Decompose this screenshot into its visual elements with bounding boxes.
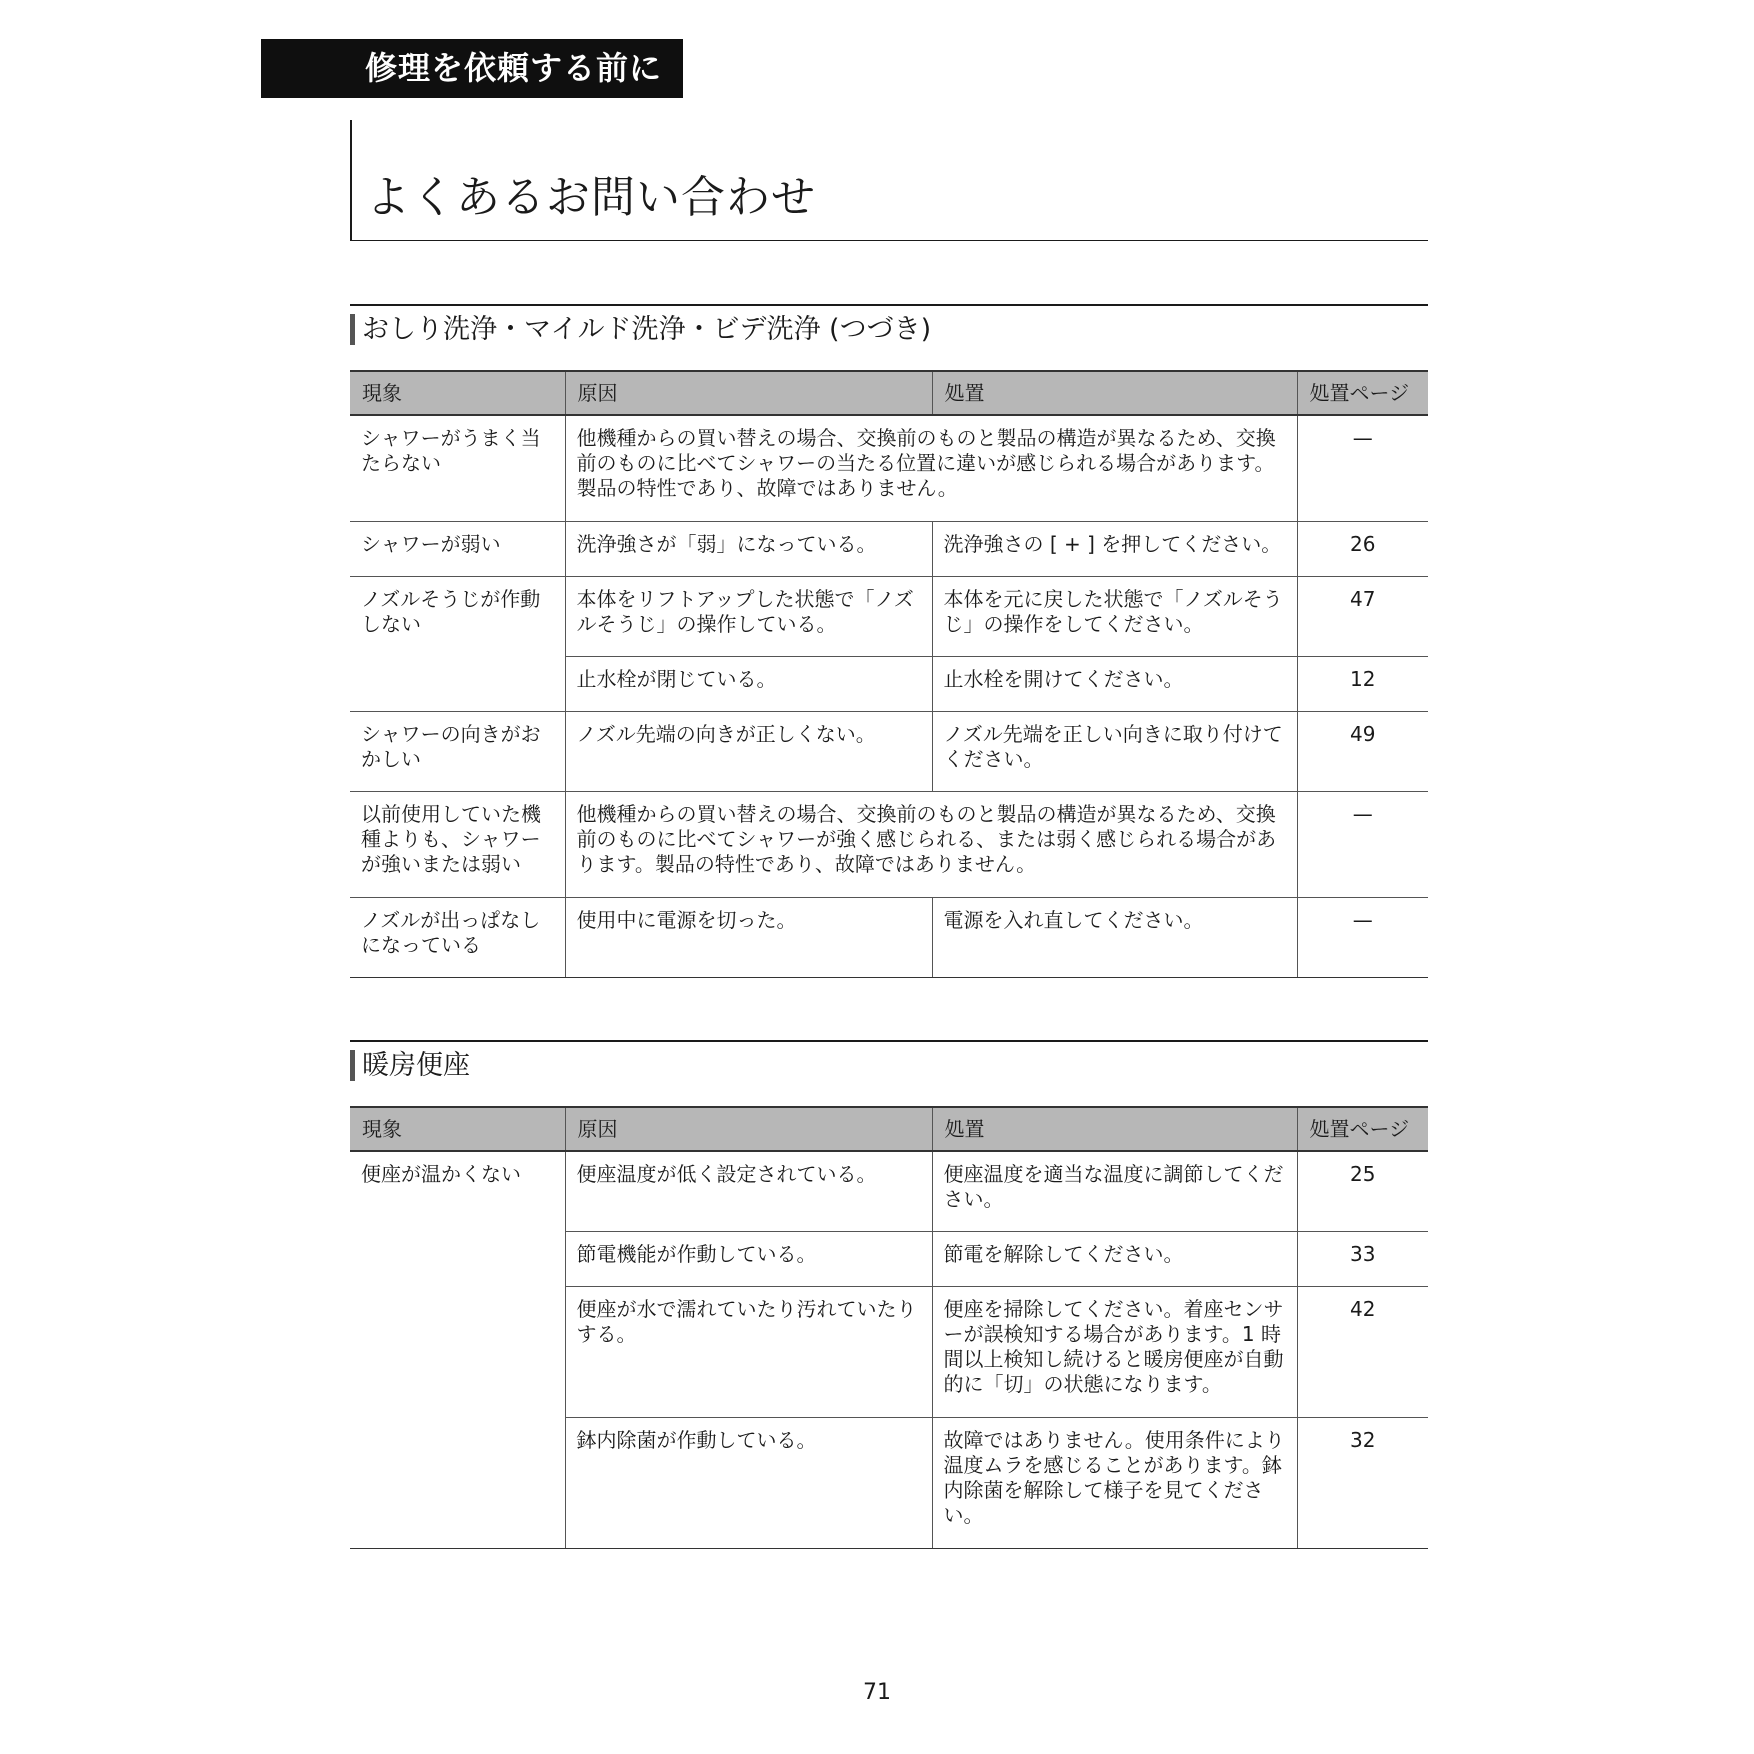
cell-phenomenon: シャワーがうまく当たらない xyxy=(350,415,565,521)
chapter-header-label: 修理を依頼する前に xyxy=(365,49,663,87)
cell-page: 12 xyxy=(1297,656,1428,711)
cell-cause: 他機種からの買い替えの場合、交換前のものと製品の構造が異なるため、交換前のものに比べてシャワーの当たる位置に違いが感じられる場合があります。製品の特性であり、故障ではありません。 xyxy=(565,415,1297,521)
cell-cause: 便座が水で濡れていたり汚れていたりする。 xyxy=(565,1286,932,1417)
cell-remedy: 便座を掃除してください。着座センサーが誤検知する場合があります。1 時間以上検知し続けると暖房便座が自動的に「切」の状態になります。 xyxy=(932,1286,1297,1417)
faq-table-heated-seat xyxy=(350,1106,1428,1549)
cell-cause: 他機種からの買い替えの場合、交換前のものと製品の構造が異なるため、交換前のものに比べてシャワーが強く感じられる、または弱く感じられる場合があります。製品の特性であり、故障ではありません。 xyxy=(565,791,1297,897)
cell-remedy: 電源を入れ直してください。 xyxy=(932,897,1297,977)
cell-cause: 便座温度が低く設定されている。 xyxy=(565,1151,932,1231)
table-row xyxy=(350,576,1428,656)
cell-page: 25 xyxy=(1297,1151,1428,1231)
page-title-block xyxy=(350,120,1428,241)
cell-phenomenon: シャワーが弱い xyxy=(350,521,565,576)
section-title: 暖房便座 xyxy=(362,1050,470,1081)
header-cause: 原因 xyxy=(565,1107,932,1151)
header-remedy: 処置 xyxy=(932,371,1297,415)
header-cause: 原因 xyxy=(565,371,932,415)
cell-page: — xyxy=(1297,415,1428,521)
cell-page: — xyxy=(1297,897,1428,977)
section-title: おしり洗浄・マイルド洗浄・ビデ洗浄 (つづき) xyxy=(362,314,932,345)
page-title: よくあるお問い合わせ xyxy=(366,172,816,223)
cell-phenomenon: 便座が温かくない xyxy=(350,1151,565,1548)
cell-remedy: 洗浄強さの [ + ] を押してください。 xyxy=(932,521,1297,576)
table-row xyxy=(350,711,1428,791)
section-heading-washing xyxy=(350,304,1428,354)
cell-phenomenon: ノズルが出っぱなしになっている xyxy=(350,897,565,977)
cell-remedy: 本体を元に戻した状態で「ノズルそうじ」の操作をしてください。 xyxy=(932,576,1297,656)
cell-page: 32 xyxy=(1297,1417,1428,1548)
cell-cause: 鉢内除菌が作動している。 xyxy=(565,1417,932,1548)
cell-phenomenon: 以前使用していた機種よりも、シャワーが強いまたは弱い xyxy=(350,791,565,897)
table-row xyxy=(350,1151,1428,1231)
cell-cause: ノズル先端の向きが正しくない。 xyxy=(565,711,932,791)
table-row xyxy=(350,897,1428,977)
page-number: 71 xyxy=(863,1680,891,1705)
cell-phenomenon: シャワーの向きがおかしい xyxy=(350,711,565,791)
cell-remedy: 便座温度を適当な温度に調節してください。 xyxy=(932,1151,1297,1231)
cell-page: — xyxy=(1297,791,1428,897)
cell-page: 42 xyxy=(1297,1286,1428,1417)
header-page: 処置ページ xyxy=(1297,371,1428,415)
cell-cause: 止水栓が閉じている。 xyxy=(565,656,932,711)
cell-remedy: 節電を解除してください。 xyxy=(932,1231,1297,1286)
header-page: 処置ページ xyxy=(1297,1107,1428,1151)
cell-page: 26 xyxy=(1297,521,1428,576)
table-row xyxy=(350,415,1428,521)
header-phenomenon: 現象 xyxy=(350,1107,565,1151)
table-header-row xyxy=(350,1107,1428,1151)
header-remedy: 処置 xyxy=(932,1107,1297,1151)
section-marker xyxy=(350,1050,355,1081)
cell-remedy: 故障ではありません。使用条件により温度ムラを感じることがあります。鉢内除菌を解除して様子を見てください。 xyxy=(932,1417,1297,1548)
cell-remedy: ノズル先端を正しい向きに取り付けてください。 xyxy=(932,711,1297,791)
table-row xyxy=(350,791,1428,897)
table-row xyxy=(350,521,1428,576)
section-marker xyxy=(350,314,355,345)
cell-cause: 本体をリフトアップした状態で「ノズルそうじ」の操作している。 xyxy=(565,576,932,656)
chapter-header-tab xyxy=(261,39,683,98)
table-header-row xyxy=(350,371,1428,415)
cell-page: 49 xyxy=(1297,711,1428,791)
cell-cause: 洗浄強さが「弱」になっている。 xyxy=(565,521,932,576)
cell-remedy: 止水栓を開けてください。 xyxy=(932,656,1297,711)
cell-cause: 使用中に電源を切った。 xyxy=(565,897,932,977)
header-phenomenon: 現象 xyxy=(350,371,565,415)
faq-table-washing xyxy=(350,370,1428,978)
cell-cause: 節電機能が作動している。 xyxy=(565,1231,932,1286)
section-heading-heated-seat xyxy=(350,1040,1428,1090)
cell-phenomenon: ノズルそうじが作動しない xyxy=(350,576,565,711)
cell-page: 47 xyxy=(1297,576,1428,656)
cell-page: 33 xyxy=(1297,1231,1428,1286)
